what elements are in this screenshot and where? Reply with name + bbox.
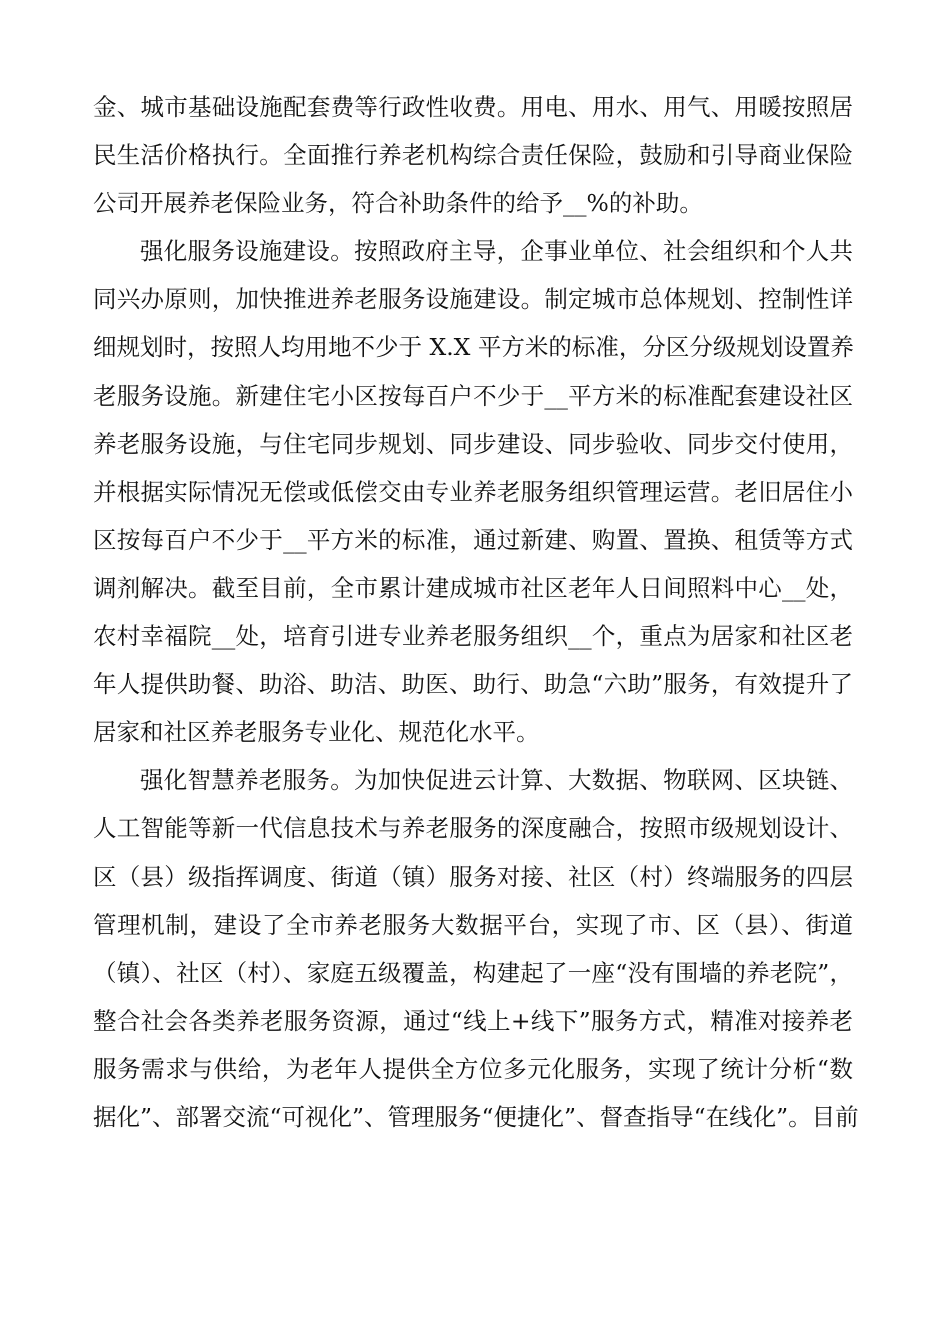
text-line: 民生活价格执行。全面推行养老机构综合责任保险，鼓励和引导商业保险 xyxy=(93,141,853,170)
text-line: 同兴办原则，加快推进养老服务设施建设。制定城市总体规划、控制性详 xyxy=(93,285,853,314)
text-line: 强化智慧养老服务。为加快促进云计算、大数据、物联网、区块链、 xyxy=(140,766,853,795)
text-line: 年人提供助餐、助浴、助洁、助医、助行、助急“六助”服务，有效提升了 xyxy=(93,670,853,699)
paragraph-1 xyxy=(93,90,853,234)
text-line: 区（县）级指挥调度、街道（镇）服务对接、社区（村）终端服务的四层 xyxy=(93,862,853,891)
paragraph-2 xyxy=(93,234,853,763)
text-line: 区按每百户不少于__平方米的标准，通过新建、购置、置换、租赁等方式 xyxy=(93,525,853,554)
paragraph-3 xyxy=(93,763,859,1148)
text-line: 养老服务设施，与住宅同步规划、同步建设、同步验收、同步交付使用， xyxy=(93,429,853,458)
text-line: 据化”、部署交流“可视化”、管理服务“便捷化”、督查指导“在线化”。目前 xyxy=(93,1102,859,1131)
text-line: （镇）、社区（村）、家庭五级覆盖，构建起了一座“没有围墙的养老院”， xyxy=(93,958,853,987)
text-line: 公司开展养老保险业务，符合补助条件的给予__%的补助。 xyxy=(93,189,703,218)
text-line: 农村幸福院__处，培育引进专业养老服务组织__个，重点为居家和社区老 xyxy=(93,622,853,651)
text-line: 并根据实际情况无偿或低偿交由专业养老服务组织管理运营。老旧居住小 xyxy=(93,477,853,506)
document-body xyxy=(93,90,859,1148)
text-line: 居家和社区养老服务专业化、规范化水平。 xyxy=(93,718,540,747)
text-line: 老服务设施。新建住宅小区按每百户不少于__平方米的标准配套建设社区 xyxy=(93,381,853,410)
text-line: 管理机制，建设了全市养老服务大数据平台，实现了市、区（县）、街道 xyxy=(93,910,853,939)
text-line: 细规划时，按照人均用地不少于 X.X 平方米的标准，分区分级规划设置养 xyxy=(93,333,854,362)
text-line: 强化服务设施建设。按照政府主导，企事业单位、社会组织和个人共 xyxy=(140,237,853,266)
text-line: 整合社会各类养老服务资源，通过“线上+线下”服务方式，精准对接养老 xyxy=(93,1006,853,1035)
text-line: 服务需求与供给，为老年人提供全方位多元化服务，实现了统计分析“数 xyxy=(93,1054,853,1083)
text-line: 金、城市基础设施配套费等行政性收费。用电、用水、用气、用暖按照居 xyxy=(93,93,853,121)
text-line: 调剂解决。截至目前，全市累计建成城市社区老年人日间照料中心__处， xyxy=(93,573,853,602)
text-line: 人工智能等新一代信息技术与养老服务的深度融合，按照市级规划设计、 xyxy=(93,814,853,843)
